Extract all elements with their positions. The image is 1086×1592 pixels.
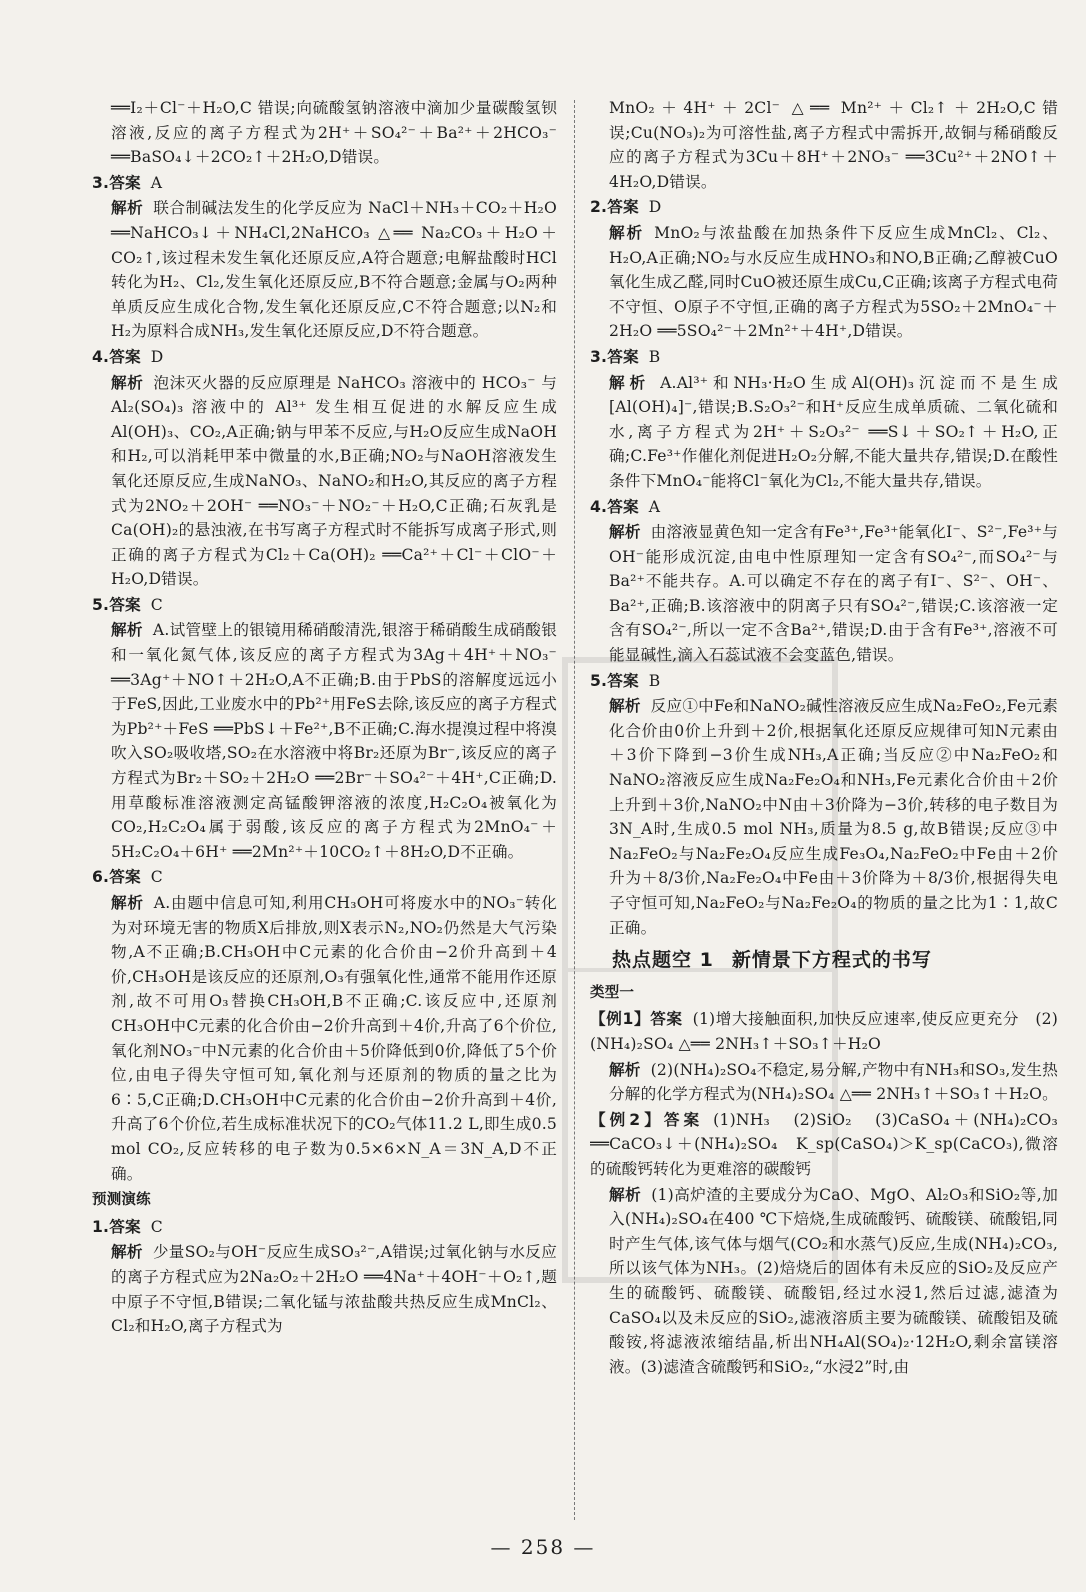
paragraph-text: MnO₂＋4H⁺＋2Cl⁻ △══ Mn²⁺＋Cl₂↑＋2H₂O,C错误;Cu(NO₃)₂为可溶性盐,离子方程式中需拆开,故铜与稀硝酸反应的离子方程式为3Cu＋8H⁺＋2NO₃⁻ ══3Cu²⁺＋2NO↑＋4H₂O,D错误。 bbox=[609, 99, 1058, 191]
answer-entry bbox=[590, 345, 1058, 370]
right-column bbox=[590, 96, 1058, 1516]
answer-entry bbox=[590, 694, 1058, 940]
answer-label: 答案 bbox=[109, 173, 141, 192]
answer-label: 答案 bbox=[109, 868, 141, 887]
question-number: 5. bbox=[92, 595, 110, 614]
answer-entry bbox=[590, 1108, 1058, 1182]
entry-text: C bbox=[150, 868, 163, 887]
analysis-label: 解析 bbox=[609, 373, 651, 392]
answer-entry bbox=[92, 196, 557, 344]
question-number: 1. bbox=[92, 1217, 110, 1236]
entry-text: A.试管壁上的银镜用稀硝酸清洗,银溶于稀硝酸生成硝酸银和一氧化氮气体,该反应的离子方程式为3Ag＋4H⁺＋NO₃⁻ ══3Ag⁺＋NO↑＋2H₂O,A不正确;B.由于PbS的溶解度远远小于FeS,因此,工业废水中的Pb²⁺用FeS去除,该反应的离子方程式为Pb²⁺＋FeS ══PbS↓＋Fe²⁺,B不正确;C.海水提溴过程中将溴吹入SO₂吸收塔,SO₂在水溶液中将Br₂还原为Br⁻,该反应的离子方程式为Br₂＋SO₂＋2H₂O ══2Br⁻＋SO₄²⁻＋4H⁺,C正确;D.用草酸标准溶液测定高锰酸钾溶液的浓度,H₂C₂O₄被氧化为CO₂,H₂C₂O₄属于弱酸,该反应的离子方程式为2MnO₄⁻＋5H₂C₂O₄＋6H⁺ ══2Mn²⁺＋10CO₂↑＋8H₂O,D不正确。 bbox=[111, 621, 557, 861]
column-divider bbox=[574, 100, 575, 1520]
entry-text: 由溶液显黄色知一定含有Fe³⁺,Fe³⁺能氧化I⁻、S²⁻,Fe³⁺与OH⁻能形成沉淀,由电中性原理知一定含有SO₄²⁻,而SO₄²⁻与Ba²⁺不能共存。A.可以确定不存在的离子有I⁻、S²⁻、OH⁻、Ba²⁺,正确;B.该溶液中的阴离子只有SO₄²⁻,错误;C.该溶液一定含有SO₄²⁻,所以一定不含Ba²⁺,错误;D.由于含有Fe³⁺,溶液不可能显碱性,滴入石蕊试液不会变蓝色,错误。 bbox=[609, 523, 1058, 665]
left-column bbox=[92, 96, 557, 1516]
entry-text: B bbox=[648, 671, 661, 690]
answer-label: 答案 bbox=[109, 1217, 141, 1236]
page-number: — 258 — bbox=[490, 1535, 596, 1559]
analysis-label: 解析 bbox=[609, 1060, 641, 1079]
analysis-label: 解析 bbox=[609, 523, 641, 542]
analysis-label: 解析 bbox=[609, 697, 641, 716]
entry-text: C bbox=[150, 1217, 163, 1236]
entry-text: A.由题中信息可知,利用CH₃OH可将废水中的NO₃⁻转化为对环境无害的物质X后排放,则X表示N₂,NO₂仍然是大气污染物,A不正确;B.CH₃OH中C元素的化合价由−2价升高到＋4价,CH₃OH是该反应的还原剂,O₃有强氧化性,通常不能用作还原剂,故不可用O₃替换CH₃OH,B不正确;C.该反应中,还原剂CH₃OH中C元素的化合价由−2价升高到＋4价,升高了6个价位,氧化剂NO₃⁻中N元素的化合价由＋5价降低到0价,降低了5个价位,由电子得失守恒可知,氧化剂与还原剂的物质的量之比为6∶5,C正确;D.CH₃OH中C元素的化合价由−2价升高到＋4价,升高了6个价位,若生成标准状况下的CO₂气体11.2 L,即生成0.5 mol CO₂,反应转移的电子数为0.5×6×N_A＝3N_A,D不正确。 bbox=[111, 894, 557, 1183]
analysis-label: 解析 bbox=[609, 1185, 642, 1204]
question-number: 5. bbox=[590, 671, 608, 690]
answer-label: 答案 bbox=[109, 347, 141, 366]
answer-entry bbox=[92, 345, 557, 370]
entry-text: (1)高炉渣的主要成分为CaO、MgO、Al₂O₃和SiO₂等,加入(NH₄)₂SO₄在400 ℃下焙烧,生成硫酸钙、硫酸镁、硫酸铝,同时产生气体,该气体与烟气(CO₂和水蒸气)反应,生成(NH₄)₂CO₃,所以该气体为NH₃。(2)焙烧后的固体有未反应的SiO₂及反应产生的硫酸钙、硫酸镁、硫酸铝,经过水浸1,然后过滤,滤渣为CaSO₄以及未反应的SiO₂,滤液溶质主要为硫酸镁、硫酸铝及硫酸铵,将滤液浓缩结晶,析出NH₄Al(SO₄)₂·12H₂O,剩余富镁溶液。(3)滤渣含硫酸钙和SiO₂,“水浸2”时,由 bbox=[609, 1185, 1058, 1376]
analysis-label: 解析 bbox=[111, 1243, 143, 1262]
section-label: 预测演练 bbox=[92, 1192, 151, 1209]
question-number: 4. bbox=[92, 347, 110, 366]
section-label: 类型一 bbox=[590, 984, 635, 1001]
entry-text: 联合制碱法发生的化学反应为 NaCl＋NH₃＋CO₂＋H₂O ══NaHCO₃↓＋NH₄Cl,2NaHCO₃ △══ Na₂CO₃＋H₂O＋CO₂↑,该过程未发生氧化还原反应,A符合题意;电解盐酸时HCl转化为H₂、Cl₂,发生氧化还原反应,B不符合题意;金属与O₂两种单质反应生成化合物,发生氧化还原反应,C不符合题意;以N₂和H₂为原料合成NH₃,发生氧化还原反应,D不符合题意。 bbox=[111, 199, 557, 341]
entry-text: D bbox=[150, 347, 164, 366]
entry-text: (1)NH₃ (2)SiO₂ (3)CaSO₄＋(NH₄)₂CO₃ ══CaCO₃↓＋(NH₄)₂SO₄ K_sp(CaSO₄)＞K_sp(CaCO₃),微溶的硫酸钙转化为更难溶的碳酸钙 bbox=[590, 1110, 1058, 1178]
entry-text: A bbox=[648, 497, 661, 516]
question-number: 2. bbox=[590, 198, 608, 217]
entry-text: A.Al³⁺和NH₃·H₂O生成Al(OH)₃沉淀而不是生成[Al(OH)₄]⁻,错误;B.S₂O₃²⁻和H⁺反应生成单质硫、二氧化硫和水,离子方程式为2H⁺＋S₂O₃²⁻ ══S↓＋SO₂↑＋H₂O,正确;C.Fe³⁺作催化剂促进H₂O₂分解,不能大量共存,错误;D.在酸性条件下MnO₄⁻能将Cl⁻氧化为Cl₂,不能大量共存,错误。 bbox=[609, 373, 1058, 490]
entry-text: C bbox=[150, 595, 163, 614]
analysis-label: 解析 bbox=[111, 199, 144, 218]
entry-text: 少量SO₂与OH⁻反应生成SO₃²⁻,A错误;过氧化钠与水反应的离子方程式应为2Na₂O₂＋2H₂O ══4Na⁺＋4OH⁻＋O₂↑,题中原子不守恒,B错误;二氧化锰与浓盐酸共热反应生成MnCl₂、Cl₂和H₂O,离子方程式为 bbox=[111, 1243, 557, 1336]
answer-label: 答案 bbox=[663, 1110, 704, 1129]
answer-entry bbox=[590, 371, 1058, 494]
answer-entry bbox=[92, 1215, 557, 1240]
entry-text: (1)增大接触面积,加快反应速率,使反应更充分 (2)(NH₄)₂SO₄ △══ 2NH₃↑＋SO₃↑＋H₂O bbox=[590, 1010, 1058, 1053]
entry-text: (2)(NH₄)₂SO₄不稳定,易分解,产物中有NH₃和SO₃,发生热分解的化学方程式为(NH₄)₂SO₄ △══ 2NH₃↑＋SO₃↑＋H₂O。 bbox=[609, 1060, 1058, 1104]
answer-entry bbox=[590, 1007, 1058, 1056]
answer-label: 答案 bbox=[607, 198, 639, 217]
analysis-label: 解析 bbox=[111, 621, 143, 640]
analysis-label: 解析 bbox=[609, 223, 645, 242]
answer-label: 答案 bbox=[607, 671, 639, 690]
answer-label: 答案 bbox=[607, 497, 639, 516]
question-number: 4. bbox=[590, 497, 608, 516]
question-number: 3. bbox=[92, 173, 110, 192]
analysis-label: 解析 bbox=[111, 894, 144, 912]
answer-entry bbox=[92, 593, 557, 618]
question-number: 6. bbox=[92, 868, 110, 887]
example-label: 【例2】 bbox=[590, 1110, 664, 1129]
entry-text: B bbox=[648, 347, 661, 366]
answer-entry bbox=[92, 891, 557, 1186]
answer-entry bbox=[590, 495, 1058, 520]
answer-entry bbox=[590, 1183, 1058, 1380]
answer-entry bbox=[590, 221, 1058, 344]
answer-entry bbox=[590, 195, 1058, 220]
answer-label: 答案 bbox=[109, 595, 141, 614]
section-title-text: 新情景下方程式的书写 bbox=[731, 949, 932, 972]
section-title bbox=[612, 948, 1058, 973]
answer-entry bbox=[92, 618, 557, 864]
answer-label: 答案 bbox=[607, 347, 639, 366]
paragraph-text: ══I₂＋Cl⁻＋H₂O,C 错误;向硫酸氢钠溶液中滴加少量碳酸氢钡溶液,反应的离子方程式为2H⁺＋SO₄²⁻＋Ba²⁺＋2HCO₃⁻ ══BaSO₄↓＋2CO₂↑＋2H₂O,D错误。 bbox=[111, 99, 557, 167]
entry-text: 泡沫灭火器的反应原理是 NaHCO₃ 溶液中的 HCO₃⁻ 与 Al₂(SO₄)₃ 溶液中的 Al³⁺ 发生相互促进的水解反应生成 Al(OH)₃、CO₂,A正确;钠与甲苯不反应,与H₂O反应生成NaOH和H₂,可以消耗甲苯中微量的水,B正确;NO₂与NaOH溶液发生氧化还原反应,生成NaNO₃、NaNO₂和H₂O,其反应的离子方程式为2NO₂＋2OH⁻ ══NO₃⁻＋NO₂⁻＋H₂O,C正确;石灰乳是Ca(OH)₂的悬浊液,在书写离子方程式时不能拆写成离子形式,则正确的离子方程式为Cl₂＋Ca(OH)₂ ══Ca²⁺＋Cl⁻＋ClO⁻＋H₂O,D错误。 bbox=[111, 373, 557, 589]
answer-entry bbox=[92, 371, 557, 592]
answer-label: 答案 bbox=[650, 1010, 683, 1029]
answer-entry bbox=[590, 1058, 1058, 1107]
answer-entry bbox=[590, 520, 1058, 668]
answer-entry bbox=[92, 171, 557, 196]
question-number: 3. bbox=[590, 347, 608, 366]
analysis-label: 解析 bbox=[111, 373, 144, 392]
entry-text: MnO₂与浓盐酸在加热条件下反应生成MnCl₂、Cl₂、H₂O,A正确;NO₂与水反应生成HNO₃和NO,B正确;乙醇被CuO氧化生成乙醛,同时CuO被还原生成Cu,C正确;该离子方程式电荷不守恒、O原子不守恒,正确的离子方程式为5SO₂＋2MnO₄⁻＋2H₂O ══5SO₄²⁻＋2Mn²⁺＋4H⁺,D错误。 bbox=[609, 223, 1058, 341]
entry-text: D bbox=[648, 198, 662, 217]
example-label: 【例1】 bbox=[590, 1010, 651, 1029]
entry-text: A bbox=[150, 173, 163, 192]
answer-entry bbox=[590, 669, 1058, 694]
entry-text: 反应①中Fe和NaNO₂碱性溶液反应生成Na₂FeO₂,Fe元素化合价由0价上升到＋2价,根据氧化还原反应规律可知N元素由＋3价下降到−3价生成NH₃,A正确;当反应②中Na₂FeO₂和NaNO₂溶液反应生成Na₂Fe₂O₄和NH₃,Fe元素化合价由＋2价上升到＋3价,NaNO₂中N由＋3价降为−3价,转移的电子数目为3N_A时,生成0.5 mol NH₃,质量为8.5 g,故B错误;反应③中Na₂FeO₂与Na₂Fe₂O₄反应生成Fe₃O₄,Na₂FeO₂中Fe由＋2价升为＋8/3价,Na₂Fe₂O₄中Fe由＋3价降为＋8/3价,根据得失电子守恒可知,Na₂FeO₂与Na₂Fe₂O₄的物质的量之比为1∶1,故C正确。 bbox=[609, 697, 1058, 937]
section-title-number: 热点题空 1 bbox=[612, 949, 714, 972]
answer-entry bbox=[92, 865, 557, 890]
answer-entry bbox=[92, 1240, 557, 1338]
